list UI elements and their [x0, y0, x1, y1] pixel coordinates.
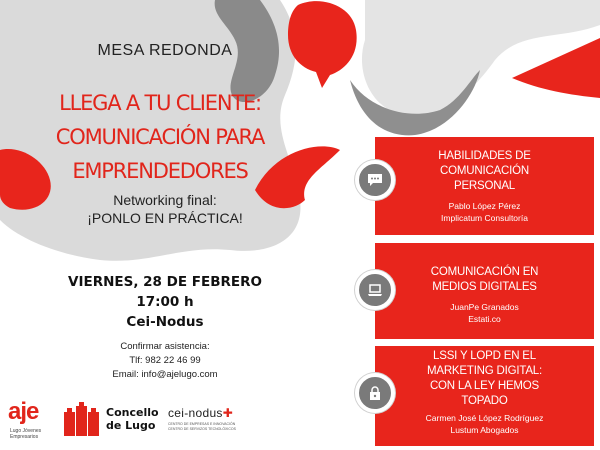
- aje-logo: [8, 396, 60, 446]
- pre-title: MESA REDONDA: [97, 42, 233, 59]
- session-card-3: [375, 346, 594, 446]
- event-place: Cei-Nodus: [126, 314, 204, 330]
- session-speaker: JuanPe Granados Estati.co: [450, 302, 519, 324]
- session-title: LSSI Y LOPD EN EL MARKETING DIGITAL: CON LA LEY HEMOS TOPADO: [426, 350, 543, 407]
- title-line: LLEGA A TU CLIENTE:: [59, 91, 261, 115]
- title-line: EMPRENDEDORES: [72, 159, 248, 183]
- cei-nodus-logo-text: cei-nodus✚: [168, 406, 234, 420]
- networking-line: ¡PONLO EN PRÁCTICA!: [87, 210, 243, 226]
- cei-nodus-subtitle: CENTRO DE EMPRESAS E INNOVACIÓN CENTRO DE SERVIZOS TECNOLÓXICOS: [168, 422, 236, 431]
- session-speaker: Pablo López Pérez Implicatum Consultoría: [441, 201, 528, 223]
- main-title: [40, 86, 280, 188]
- red-wedge: [512, 38, 600, 98]
- speech-bubble-icon: [367, 172, 383, 188]
- concello-logo: [62, 400, 162, 440]
- title-line: COMUNICACIÓN PARA: [55, 125, 265, 149]
- session-card-1: [375, 137, 594, 235]
- laptop-icon: [367, 282, 383, 298]
- concello-emblem-icon: [62, 402, 102, 440]
- concello-logo-text: Concello de Lugo: [106, 406, 159, 432]
- session-speaker: Carmen José López Rodríguez Lustum Abogados: [425, 413, 544, 435]
- padlock-icon: [367, 385, 383, 401]
- session-card-2: [375, 243, 594, 339]
- contact-label: Confirmar asistencia:: [120, 341, 210, 352]
- event-date: VIERNES, 28 DE FEBRERO: [68, 274, 262, 290]
- aje-logo-subtitle: Lugo Jóvenes Empresarios: [10, 428, 42, 440]
- cei-nodus-logo: [166, 402, 246, 438]
- contact-phone: Tlf: 982 22 46 99: [129, 355, 201, 366]
- session-title: HABILIDADES DE COMUNICACIÓN PERSONAL: [438, 150, 531, 192]
- contact-email[interactable]: Email: info@ajelugo.com: [112, 369, 218, 380]
- padlock-icon-badge: [355, 373, 395, 413]
- aje-logo-text: aje: [8, 398, 39, 425]
- networking-text: [70, 191, 260, 227]
- session-title: COMUNICACIÓN EN MEDIOS DIGITALES: [430, 266, 539, 293]
- contact-info: [80, 340, 250, 382]
- event-time: 17:00 h: [136, 294, 194, 310]
- laptop-icon-badge: [355, 270, 395, 310]
- networking-line: Networking final:: [113, 192, 217, 208]
- red-speech-blob: [288, 1, 357, 88]
- speech-bubble-icon-badge: [355, 160, 395, 200]
- event-details: [60, 272, 270, 332]
